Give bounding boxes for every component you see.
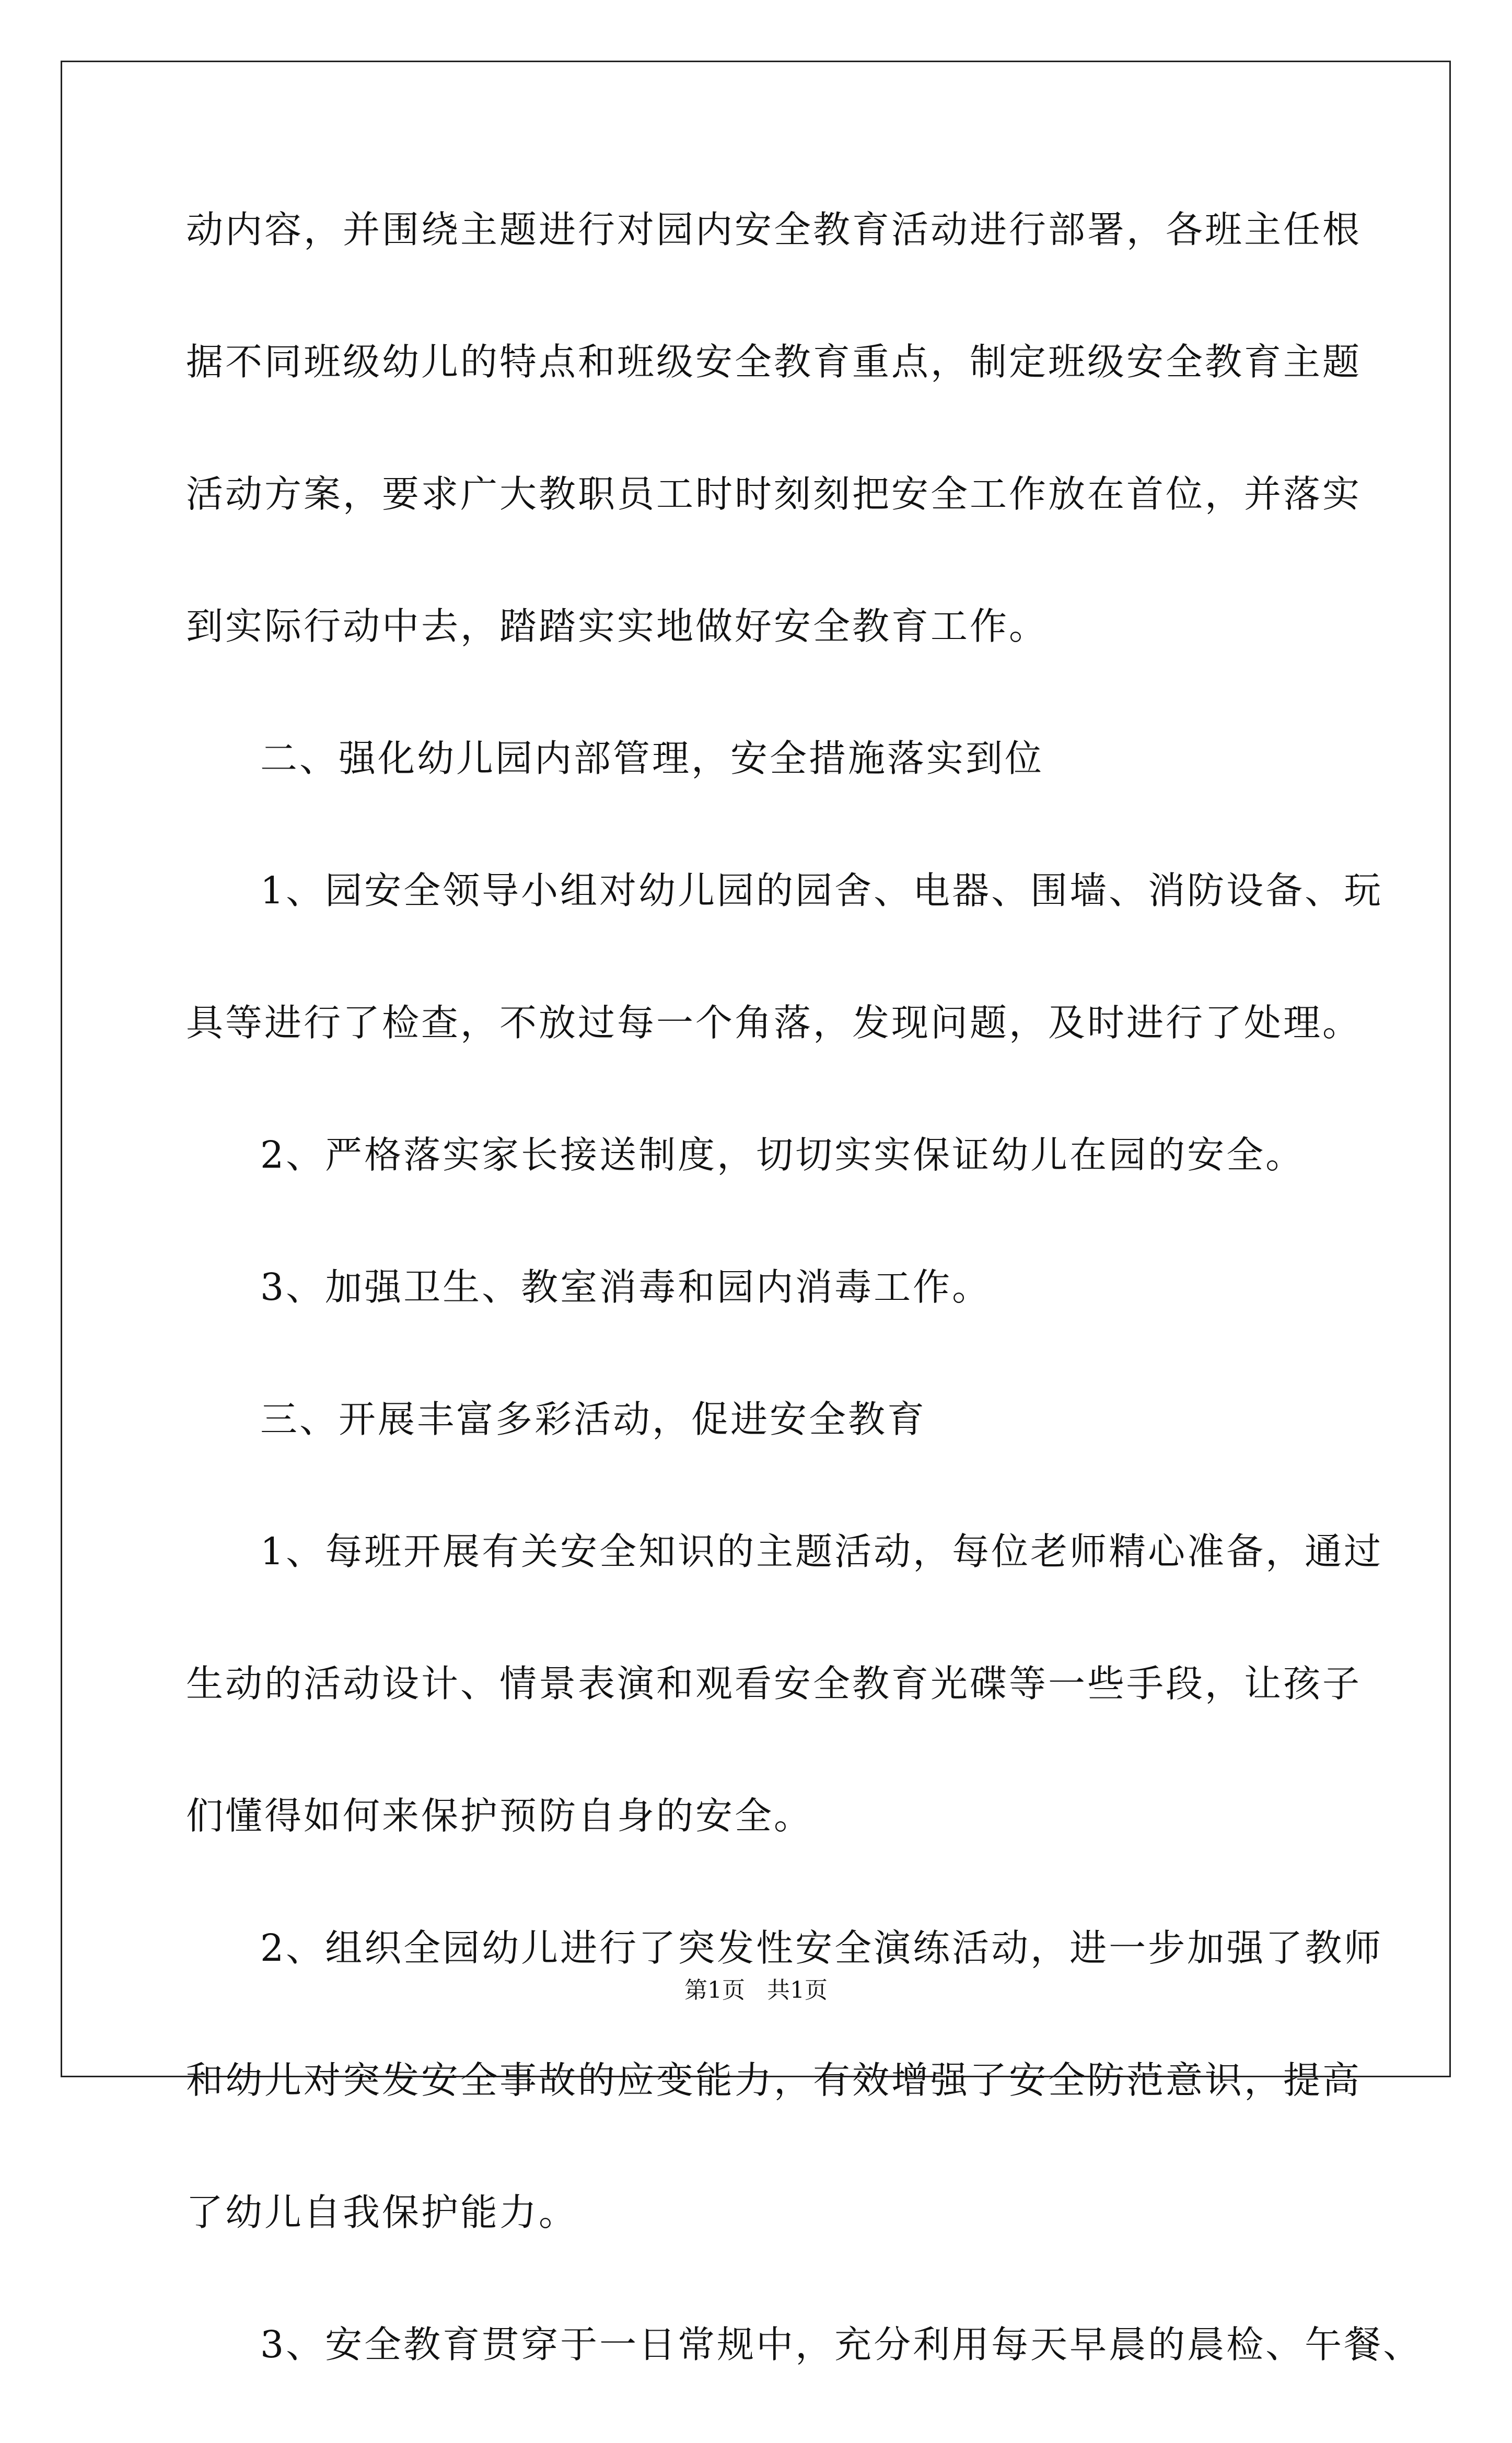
text-line: 具等进行了检查，不放过每一个角落，发现问题，及时进行了处理。 [186, 1001, 1362, 1044]
text-line: 和幼儿对突发安全事故的应变能力，有效增强了安全防范意识，提高 [186, 2058, 1362, 2102]
text-line: 3、加强卫生、教室消毒和园内消毒工作。 [260, 1265, 992, 1309]
page-footer: 第1页 共1页 [684, 1977, 828, 2004]
text-line: 们懂得如何来保护预防自身的安全。 [186, 1794, 813, 1837]
document-body [186, 196, 1423, 2443]
text-line: 动内容，并围绕主题进行对园内安全教育活动进行部署，各班主任根 [186, 208, 1362, 251]
text-line: 1、园安全领导小组对幼儿园的园舍、电器、围墙、消防设备、玩 [260, 869, 1383, 912]
text-line: 3、安全教育贯穿于一日常规中，充分利用每天早晨的晨检、午餐、 [260, 2323, 1423, 2366]
section-heading: 二、强化幼儿园内部管理，安全措施落实到位 [260, 737, 1044, 780]
text-line: 了幼儿自我保护能力。 [186, 2191, 578, 2234]
text-line: 据不同班级幼儿的特点和班级安全教育重点，制定班级安全教育主题 [186, 340, 1362, 383]
text-line: 2、严格落实家长接送制度，切切实实保证幼儿在园的安全。 [260, 1133, 1305, 1177]
text-line: 活动方案，要求广大教职员工时时刻刻把安全工作放在首位，并落实 [186, 472, 1362, 516]
text-line: 1、每班开展有关安全知识的主题活动，每位老师精心准备，通过 [260, 1530, 1383, 1573]
text-line: 生动的活动设计、情景表演和观看安全教育光碟等一些手段，让孩子 [186, 1662, 1362, 1705]
section-heading: 三、开展丰富多彩活动，促进安全教育 [260, 1398, 927, 1441]
text-line: 到实际行动中去，踏踏实实地做好安全教育工作。 [186, 604, 1049, 648]
text-line: 2、组织全园幼儿进行了突发性安全演练活动，进一步加强了教师 [260, 1926, 1383, 1970]
